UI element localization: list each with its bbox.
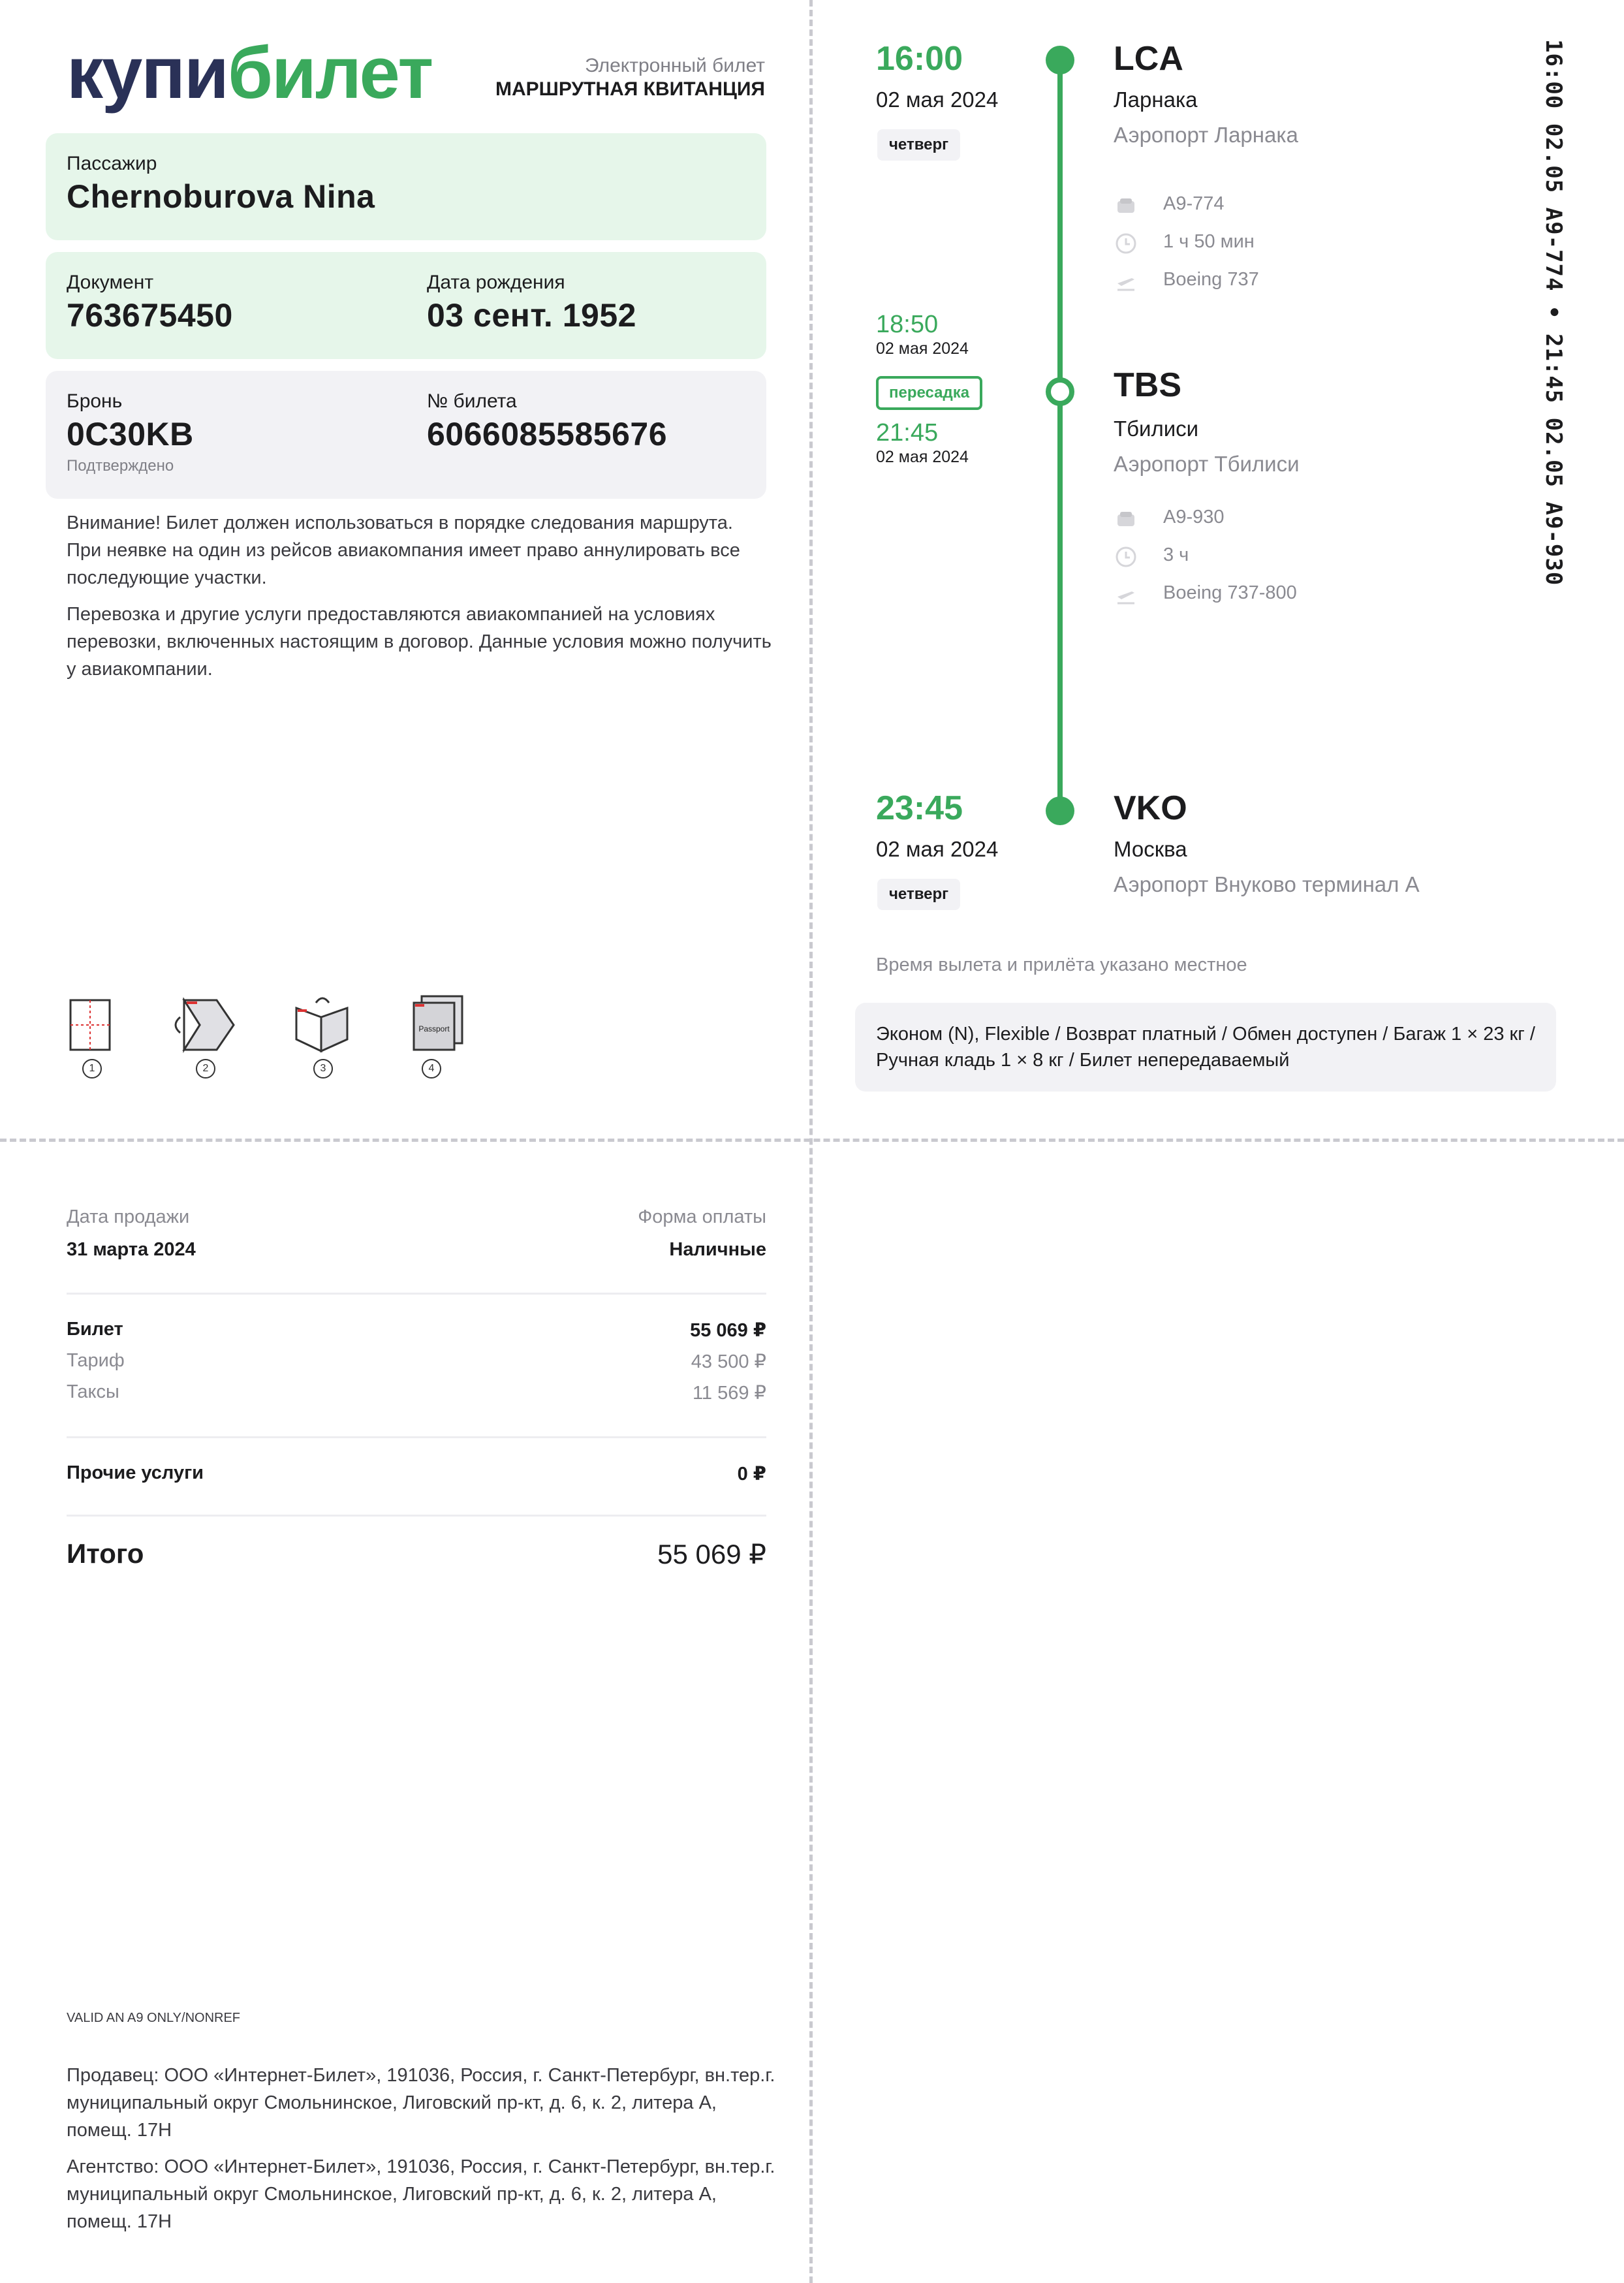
passenger-label: Пассажир bbox=[67, 153, 157, 174]
origin-iata: LCA bbox=[1114, 40, 1183, 78]
leg2-aircraft: Boeing 737-800 bbox=[1163, 582, 1297, 603]
departure-date: 02 мая 2024 bbox=[876, 87, 999, 112]
total-price: 55 069 ₽ bbox=[657, 1539, 766, 1569]
clock-icon bbox=[1115, 546, 1137, 568]
ticket-number: 6066085585676 bbox=[427, 416, 667, 452]
receipt-divider bbox=[67, 1436, 766, 1438]
other-services-price: 0 ₽ bbox=[737, 1464, 766, 1485]
transfer-iata: TBS bbox=[1114, 366, 1181, 404]
receipt-divider bbox=[67, 1515, 766, 1517]
dob-label: Дата рождения bbox=[427, 272, 565, 293]
sale-date-label: Дата продажи bbox=[67, 1206, 190, 1227]
transfer-airport: Аэропорт Тбилиси bbox=[1114, 452, 1300, 476]
step-number-1: 1 bbox=[82, 1059, 102, 1079]
booking-status: Подтверждено bbox=[67, 457, 174, 475]
transfer-arrival-time: 18:50 bbox=[876, 311, 939, 338]
payment-method: Наличные bbox=[669, 1239, 766, 1260]
fold-step-2-icon bbox=[171, 998, 236, 1054]
passenger-name: Chernoburova Nina bbox=[67, 178, 375, 215]
leg2-duration: 3 ч bbox=[1163, 544, 1189, 565]
booking-code: 0C30KB bbox=[67, 416, 194, 452]
destination-dot bbox=[1046, 796, 1074, 825]
departure-day: четверг bbox=[877, 129, 960, 161]
transfer-dot bbox=[1046, 377, 1074, 406]
seat-icon bbox=[1115, 509, 1137, 531]
validity-note: VALID AN A9 ONLY/NONREF bbox=[67, 2011, 241, 2025]
leg1-duration: 1 ч 50 мин bbox=[1163, 231, 1255, 252]
plane-icon bbox=[1115, 584, 1137, 606]
seller-info: Продавец: ООО «Интернет-Билет», 191036, Россия, г. Санкт-Петербург, вн.тер.г. муниципальный округ Смольнинское, Лиговский пр-кт, д. 6, к. 2, литера А, помещ. 17Н bbox=[67, 2065, 775, 2141]
kupibilet-logo: купибилет bbox=[67, 32, 433, 114]
transfer-departure-time: 21:45 bbox=[876, 419, 939, 447]
leg2-flight: A9-930 bbox=[1163, 507, 1225, 527]
ticket-price: 55 069 ₽ bbox=[690, 1320, 766, 1341]
transfer-badge: пересадка bbox=[876, 376, 982, 410]
sale-date: 31 марта 2024 bbox=[67, 1239, 196, 1260]
agency-info: Агентство: ООО «Интернет-Билет», 191036, Россия, г. Санкт-Петербург, вн.тер.г. муниципальный округ Смольнинское, Лиговский пр-кт, д. 6, к. 2, литера А, помещ. 17Н bbox=[67, 2156, 775, 2232]
arrival-day: четверг bbox=[877, 879, 960, 910]
destination-airport: Аэропорт Внуково терминал А bbox=[1114, 872, 1420, 896]
ticket-number-label: № билета bbox=[427, 390, 517, 412]
fold-step-3-icon bbox=[292, 992, 351, 1054]
tariff-label: Тариф bbox=[67, 1350, 125, 1371]
origin-airport: Аэропорт Ларнака bbox=[1114, 123, 1298, 147]
departure-time: 16:00 bbox=[876, 40, 963, 78]
passport-icon-label: Passport bbox=[418, 1024, 450, 1033]
plane-icon bbox=[1115, 270, 1137, 292]
taxes-price: 11 569 ₽ bbox=[692, 1383, 766, 1404]
tariff-price: 43 500 ₽ bbox=[691, 1351, 766, 1372]
header-title: МАРШРУТНАЯ КВИТАНЦИЯ bbox=[495, 78, 765, 100]
destination-iata: VKO bbox=[1114, 789, 1187, 827]
fare-conditions: Эконом (N), Flexible / Возврат платный / Обмен доступен / Багаж 1 × 23 кг / Ручная кладь 1 × 8 кг / Билет непередаваемый bbox=[855, 1003, 1556, 1092]
header-subtitle: Электронный билет bbox=[585, 55, 765, 76]
transfer-departure-date: 02 мая 2024 bbox=[876, 448, 969, 466]
arrival-time: 23:45 bbox=[876, 789, 963, 827]
transfer-city: Тбилиси bbox=[1114, 417, 1199, 441]
transfer-arrival-date: 02 мая 2024 bbox=[876, 339, 969, 358]
payment-label: Форма оплаты bbox=[638, 1206, 766, 1227]
other-services-label: Прочие услуги bbox=[67, 1462, 204, 1483]
booking-label: Бронь bbox=[67, 390, 123, 412]
document-card bbox=[46, 252, 766, 359]
step-number-2: 2 bbox=[196, 1059, 215, 1079]
document-label: Документ bbox=[67, 272, 154, 293]
step-number-3: 3 bbox=[313, 1059, 333, 1079]
taxes-label: Таксы bbox=[67, 1381, 119, 1402]
destination-city: Москва bbox=[1114, 837, 1187, 861]
route-track bbox=[1057, 60, 1063, 811]
arrival-date: 02 мая 2024 bbox=[876, 837, 999, 861]
notice-paragraph-2: Перевозка и другие услуги предоставляются авиакомпанией на условиях перевозки, включенных настоящим в договор. Данные условия можно получить у авиакомпании. bbox=[67, 604, 772, 680]
step-number-4: 4 bbox=[422, 1059, 441, 1079]
passport-icon bbox=[410, 994, 466, 1054]
horizontal-divider bbox=[0, 1139, 1624, 1142]
booking-card bbox=[46, 371, 766, 499]
fold-step-1-icon bbox=[68, 998, 114, 1054]
receipt-divider bbox=[67, 1293, 766, 1295]
seat-icon bbox=[1115, 196, 1137, 218]
origin-dot bbox=[1046, 46, 1074, 74]
clock-icon bbox=[1115, 232, 1137, 255]
vertical-flight-code: 16:00 02.05 A9-774 • 21:45 02.05 A9-930 bbox=[1540, 39, 1567, 586]
total-label: Итого bbox=[67, 1538, 144, 1569]
leg1-flight: A9-774 bbox=[1163, 193, 1225, 214]
origin-city: Ларнака bbox=[1114, 87, 1198, 112]
leg1-aircraft: Boeing 737 bbox=[1163, 269, 1259, 290]
local-time-note: Время вылета и прилёта указано местное bbox=[876, 954, 1247, 975]
ticket-label: Билет bbox=[67, 1319, 123, 1340]
passenger-card bbox=[46, 133, 766, 240]
dob-value: 03 сент. 1952 bbox=[427, 297, 636, 334]
notice-paragraph-1: Внимание! Билет должен использоваться в порядке следования маршрута. При неявке на один из рейсов авиакомпания имеет право аннулировать все последующие участки. bbox=[67, 512, 740, 588]
document-number: 763675450 bbox=[67, 297, 233, 334]
